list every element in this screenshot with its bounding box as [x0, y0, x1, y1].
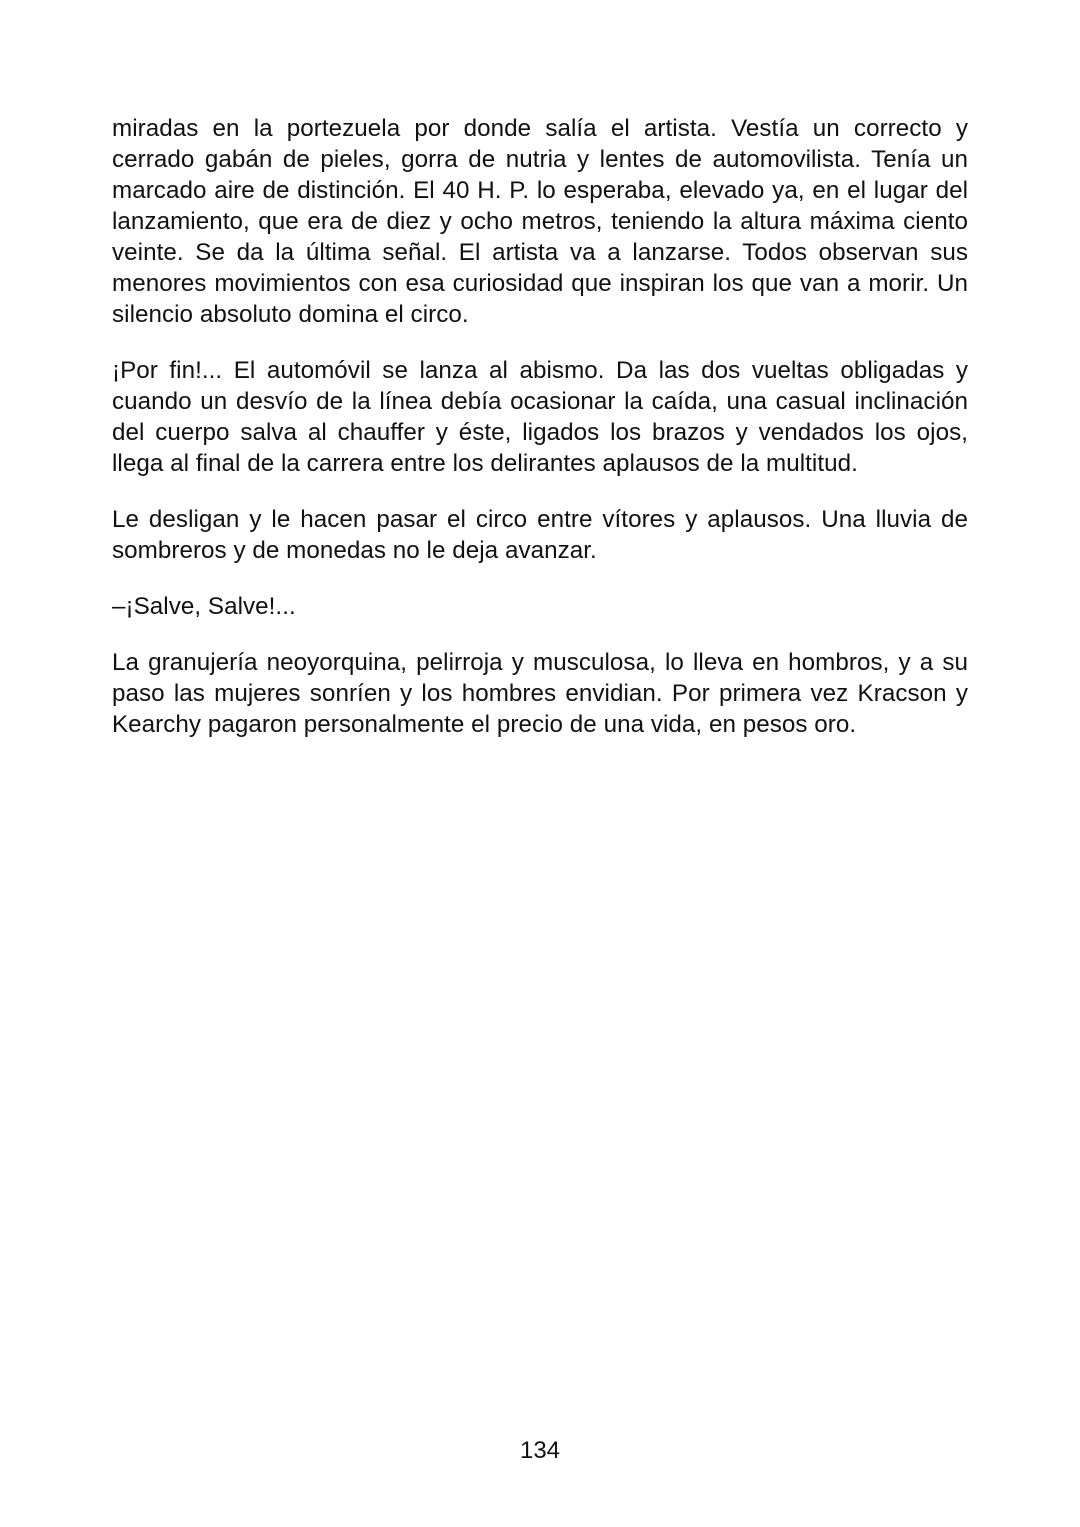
page-body: [112, 113, 968, 765]
paragraph-circus-silence: miradas en la portezuela por donde salía el artista. Vestía un correcto y cerrado gabán de pieles, gorra de nutria y lentes de automovilista. Tenía un marcado aire de distinción. El 40 H. P. lo esperaba, elevado ya, en el lugar del lanzamiento, que era de diez y ocho metros, teniendo la altura máxima ciento veinte. Se da la última señal. El artista va a lanzarse. Todos observan sus menores movimientos con esa curiosidad que inspiran los que van a morir. Un silencio absoluto domina el circo.: [112, 115, 968, 328]
paragraph-automobile-launch: ¡Por fin!... El automóvil se lanza al abismo. Da las dos vueltas obligadas y cuando un desvío de la línea debía ocasionar la caída, una casual inclinación del cuerpo salva al chauffer y éste, ligados los brazos y vendados los ojos, llega al final de la carrera entre los delirantes aplausos de la multitud.: [112, 357, 968, 477]
paragraph-crowd-carries: La granujería neoyorquina, pelirroja y musculosa, lo lleva en hombros, y a su paso las mujeres sonríen y los hombres envidian. Por primera vez Kracson y Kearchy pagaron personalmente el precio de una vida, en pesos oro.: [112, 649, 968, 738]
paragraph-salve: –¡Salve, Salve!...: [112, 593, 296, 620]
page-number: 134: [519, 1437, 561, 1464]
paragraph-applause: Le desligan y le hacen pasar el circo entre vítores y aplausos. Una lluvia de sombreros y de monedas no le deja avanzar.: [112, 506, 968, 564]
